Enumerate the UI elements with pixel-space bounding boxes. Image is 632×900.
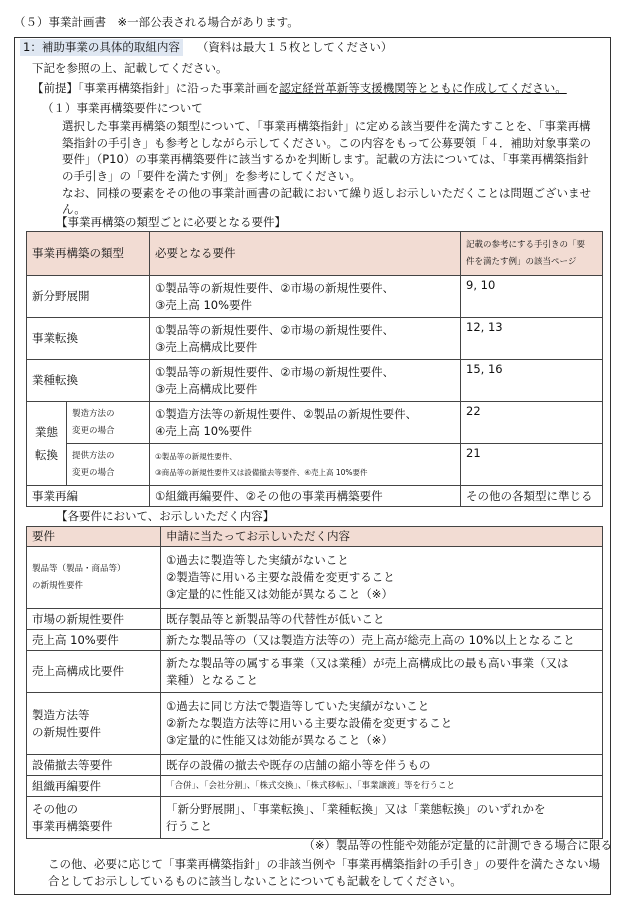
premise-text: 【前提】「事業再構築指針」に沿った事業計画を (32, 81, 280, 95)
content-cell: 既存製品等と新製品等の代替性が低いこと (161, 609, 603, 630)
requirement-content-table (26, 526, 603, 839)
header-reference (461, 232, 603, 276)
content-cell: 「合併」、「会社分割」、「株式交換」、「株式移転」、「事業譲渡」等を行うこと (161, 776, 603, 797)
requirement-cell: ①製品等の新規性要件、②市場の新規性要件、 ③売上高構成比要件 (150, 360, 461, 402)
page-cell: 21 (461, 444, 603, 486)
header-reference-l2: 件を満たす例」の該当ページ (466, 256, 577, 267)
header-reference-l1: 記載の参考にする手引きの「要 (466, 240, 586, 251)
requirement-cell: 市場の新規性要件 (27, 609, 161, 630)
requirement-cell: ①製品等の新規性要件、②市場の新規性要件、 ③売上高構成比要件 (150, 318, 461, 360)
table-row (27, 609, 603, 630)
content-cell: ①過去に同じ方法で製造等していた実績がないこと ②新たな製造方法等に用いる主要な設備を変更すること ③定量的に性能又は効能が異なること（※） (161, 693, 603, 755)
table2-caption: 【各要件において、お示しいただく内容】 (56, 509, 275, 523)
table-row (27, 651, 603, 693)
table-row (27, 693, 603, 755)
page-cell: その他の各類型に準じる (461, 486, 603, 507)
content-cell: 新たな製品等の属する事業（又は業種）が売上高構成比の最も高い事業（又は 業種）となること (161, 651, 603, 693)
footnote: （※）製品等の性能や効能が定量的に計測できる場合に限る (303, 838, 612, 852)
type-cell: 業種転換 (27, 360, 150, 402)
premise-underlined: 認定経営革新等支援機関等とともに作成してください。 (279, 81, 567, 95)
page-title: （５）事業計画書 ※一部公表される場合があります。 (14, 15, 299, 29)
gyotai-sub1: 製造方法の 変更の場合 (67, 402, 150, 444)
table-row (27, 547, 603, 609)
content-cell: 「新分野展開」、「事業転換」、「業種転換」又は「業態転換」のいずれかを 行うこと (161, 797, 603, 839)
page-cell: 12, 13 (461, 318, 603, 360)
requirement-cell: ①組織再編要件、②その他の事業再構築要件 (150, 486, 461, 507)
page-cell: 22 (461, 402, 603, 444)
table-row (27, 776, 603, 797)
section1-heading (20, 39, 392, 56)
section1-intro: 下記を参照の上、記載してください。 (32, 61, 228, 75)
content-cell: ①過去に製造等した実績がないこと ②製造等に用いる主要な設備を変更すること ③定量的に性能又は効能が異なること（※） (161, 547, 603, 609)
page-cell: 15, 16 (461, 360, 603, 402)
header-requirement: 要件 (27, 527, 161, 547)
table-row (27, 486, 603, 507)
restructuring-type-table (26, 231, 603, 507)
table-row (27, 276, 603, 318)
premise-line (32, 80, 567, 97)
content-cell: 既存の設備の撤去や既存の店舗の縮小等を伴うもの (161, 755, 603, 776)
table-row (27, 444, 603, 486)
requirement-cell: 設備撤去等要件 (27, 755, 161, 776)
gyotai-label: 業態 転換 (27, 402, 67, 486)
gyotai-sub2: 提供方法の 変更の場合 (67, 444, 150, 486)
requirement-cell: 売上高構成比要件 (27, 651, 161, 693)
header-content: 申請に当たってお示しいただく内容 (161, 527, 603, 547)
table-row (27, 360, 603, 402)
requirement-cell: 製品等（製品・商品等） の新規性要件 (27, 547, 161, 609)
subsection-body (62, 118, 592, 218)
requirement-cell: ①製品等の新規性要件、②市場の新規性要件、 ③売上高 10%要件 (150, 276, 461, 318)
requirement-cell: 製造方法等 の新規性要件 (27, 693, 161, 755)
header-type: 事業再構築の類型 (27, 232, 150, 276)
body-paragraph-2: なお、同様の要素をその他の事業計画書の記載において繰り返しお示しいただくことは問題ございません。 (62, 185, 591, 217)
table2-header-row (27, 527, 603, 547)
subsection-heading: （１）事業再構築要件について (42, 101, 203, 115)
requirement-cell: ①製造方法等の新規性要件、②製品の新規性要件、 ④売上高 10%要件 (150, 402, 461, 444)
table-row (27, 755, 603, 776)
table1-header-row (27, 232, 603, 276)
type-cell: 事業再編 (27, 486, 150, 507)
content-cell: 新たな製品等の（又は製造方法等の）売上高が総売上高の 10%以上となること (161, 630, 603, 651)
requirement-cell: 組織再編要件 (27, 776, 161, 797)
footer-text: この他、必要に応じて「事業再構築指針」の非該当例や「事業再構築指針の手引き」の要件を満たさない場合としてお示ししているものに該当しないことについても記載をしてください。 (48, 857, 600, 888)
body-paragraph-1: 選択した事業再構築の類型について、「事業再構築指針」に定める該当要件を満たすことを、「事業再構築指針の手引き」も参考としながら示してください。この内容をもって公募要領「４．補助対象事業の要件」（P10）の事業再構築要件に該当するかを判断します。記載の方法については、「事業再構築指針の手引き」の「要件を満たす例」を参考にしてください。 (62, 119, 591, 184)
table-row (27, 402, 603, 444)
requirement-cell: 売上高 10%要件 (27, 630, 161, 651)
requirement-cell: その他の 事業再構築要件 (27, 797, 161, 839)
requirement-cell: ①製品等の新規性要件、 ③商品等の新規性要件又は設備撤去等要件、④売上高 10%要件 (150, 444, 461, 486)
table-row (27, 630, 603, 651)
table-row (27, 797, 603, 839)
section1-label: 1：補助事業の具体的取組内容 (20, 39, 183, 56)
table-row (27, 318, 603, 360)
table1-caption: 【事業再構築の類型ごとに必要となる要件】 (56, 215, 286, 229)
type-cell: 新分野展開 (27, 276, 150, 318)
section1-note: （資料は最大１５枚としてください） (196, 40, 393, 54)
page-cell: 9, 10 (461, 276, 603, 318)
type-cell: 事業転換 (27, 318, 150, 360)
header-requirement: 必要となる要件 (150, 232, 461, 276)
